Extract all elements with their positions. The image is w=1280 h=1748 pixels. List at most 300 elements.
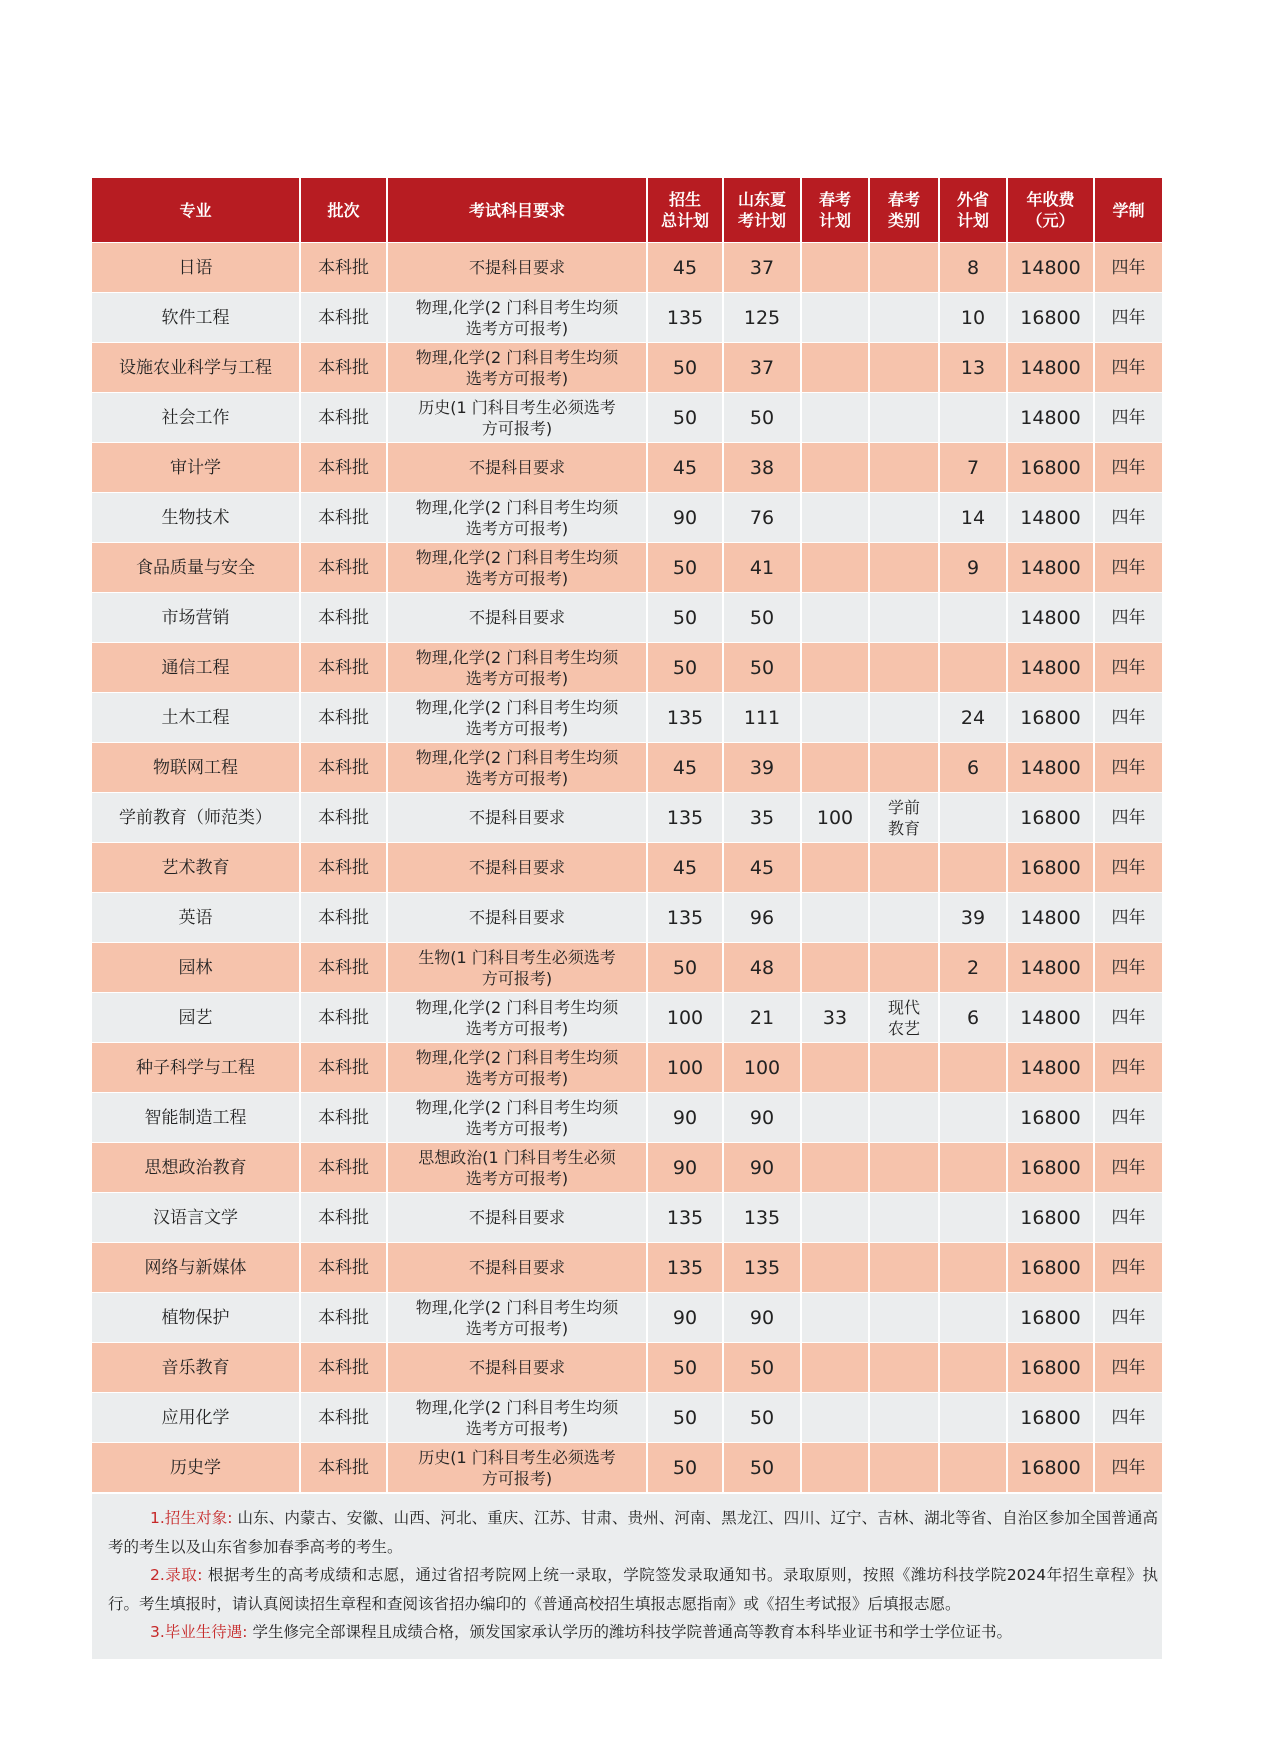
spring-plan-cell xyxy=(801,443,869,493)
other-province-cell xyxy=(939,593,1007,643)
batch-cell: 本科批 xyxy=(300,843,387,893)
header-row xyxy=(92,178,1162,243)
subject-cell xyxy=(387,443,647,493)
duration-cell: 四年 xyxy=(1094,793,1162,843)
shandong-summer-cell: 96 xyxy=(723,893,801,943)
other-province-cell: 39 xyxy=(939,893,1007,943)
subject-cell xyxy=(387,1143,647,1193)
spring-plan-cell xyxy=(801,293,869,343)
spring-plan-cell: 100 xyxy=(801,793,869,843)
spring-plan-cell xyxy=(801,743,869,793)
subject-cell-line: 选考方可报考) xyxy=(465,518,569,538)
total-plan-cell: 135 xyxy=(647,893,723,943)
header-line: 专业 xyxy=(179,200,212,220)
batch-cell: 本科批 xyxy=(300,443,387,493)
subject-cell-line: 生物(1 门科目考生必须选考 xyxy=(418,947,616,967)
batch-cell: 本科批 xyxy=(300,1093,387,1143)
subject-cell-line: 物理,化学(2 门科目考生均须 xyxy=(415,1297,619,1317)
batch-cell: 本科批 xyxy=(300,1143,387,1193)
fee-cell: 14800 xyxy=(1007,1043,1094,1093)
duration-cell: 四年 xyxy=(1094,1243,1162,1293)
subject-cell xyxy=(387,943,647,993)
fee-cell: 16800 xyxy=(1007,1293,1094,1343)
table-row xyxy=(92,743,1162,793)
spring-category-cell xyxy=(869,793,939,843)
total-plan-cell: 90 xyxy=(647,1093,723,1143)
spring-category-cell-line: 现代 xyxy=(887,997,920,1017)
spring-category-cell xyxy=(869,1243,939,1293)
fee-cell: 14800 xyxy=(1007,343,1094,393)
total-plan-cell: 45 xyxy=(647,743,723,793)
duration-cell: 四年 xyxy=(1094,1143,1162,1193)
total-plan-cell: 50 xyxy=(647,393,723,443)
major-cell: 设施农业科学与工程 xyxy=(92,343,300,393)
header-line: 山东夏 xyxy=(737,190,786,209)
header-line: 总计划 xyxy=(660,211,709,230)
major-cell: 土木工程 xyxy=(92,693,300,743)
duration-cell: 四年 xyxy=(1094,593,1162,643)
spring-plan-cell xyxy=(801,243,869,293)
duration-cell: 四年 xyxy=(1094,243,1162,293)
shandong-summer-cell: 90 xyxy=(723,1293,801,1343)
batch-cell: 本科批 xyxy=(300,1043,387,1093)
header-line: 春考 xyxy=(887,190,920,209)
fee-cell: 16800 xyxy=(1007,1093,1094,1143)
subject-cell-line: 不提科目要求 xyxy=(468,1358,565,1377)
other-province-cell xyxy=(939,1243,1007,1293)
subject-cell-line: 物理,化学(2 门科目考生均须 xyxy=(415,1097,619,1117)
shandong-summer-cell: 125 xyxy=(723,293,801,343)
major-cell: 应用化学 xyxy=(92,1393,300,1443)
total-plan-cell: 50 xyxy=(647,643,723,693)
total-plan-cell: 50 xyxy=(647,343,723,393)
admission-plan-page xyxy=(92,178,1162,1659)
subject-cell-line: 物理,化学(2 门科目考生均须 xyxy=(415,497,619,517)
subject-cell-line: 不提科目要求 xyxy=(468,1208,565,1227)
subject-cell-line: 物理,化学(2 门科目考生均须 xyxy=(415,297,619,317)
subject-cell-line: 不提科目要求 xyxy=(468,858,565,877)
subject-cell-line: 选考方可报考) xyxy=(465,718,569,738)
total-plan-cell: 50 xyxy=(647,943,723,993)
subject-cell xyxy=(387,1043,647,1093)
other-province-cell: 7 xyxy=(939,443,1007,493)
fee-cell: 16800 xyxy=(1007,793,1094,843)
subject-cell-line: 选考方可报考) xyxy=(465,568,569,588)
header-total-plan xyxy=(647,178,723,243)
major-cell: 艺术教育 xyxy=(92,843,300,893)
fee-cell: 14800 xyxy=(1007,893,1094,943)
subject-cell xyxy=(387,543,647,593)
spring-category-cell xyxy=(869,1043,939,1093)
header-batch xyxy=(300,178,387,243)
spring-plan-cell xyxy=(801,843,869,893)
header-line: 类别 xyxy=(887,211,920,230)
total-plan-cell: 50 xyxy=(647,543,723,593)
other-province-cell: 8 xyxy=(939,243,1007,293)
major-cell: 学前教育（师范类） xyxy=(92,793,300,843)
total-plan-cell: 135 xyxy=(647,693,723,743)
spring-plan-cell xyxy=(801,1293,869,1343)
fee-cell: 14800 xyxy=(1007,243,1094,293)
total-plan-cell: 135 xyxy=(647,293,723,343)
admission-plan-table xyxy=(92,178,1162,1492)
spring-category-cell xyxy=(869,1143,939,1193)
other-province-cell: 14 xyxy=(939,493,1007,543)
table-row xyxy=(92,843,1162,893)
table-row xyxy=(92,993,1162,1043)
header-subject-requirement xyxy=(387,178,647,243)
spring-category-cell-line: 学前 xyxy=(887,797,920,817)
other-province-cell xyxy=(939,1143,1007,1193)
batch-cell: 本科批 xyxy=(300,1193,387,1243)
header-spring-category xyxy=(869,178,939,243)
subject-cell xyxy=(387,843,647,893)
batch-cell: 本科批 xyxy=(300,493,387,543)
spring-category-cell xyxy=(869,443,939,493)
shandong-summer-cell: 50 xyxy=(723,643,801,693)
header-line: 年收费 xyxy=(1026,190,1075,209)
fee-cell: 16800 xyxy=(1007,1193,1094,1243)
duration-cell: 四年 xyxy=(1094,1193,1162,1243)
shandong-summer-cell: 38 xyxy=(723,443,801,493)
shandong-summer-cell: 111 xyxy=(723,693,801,743)
major-cell: 英语 xyxy=(92,893,300,943)
note-label: 2.录取: xyxy=(150,1566,203,1584)
subject-cell-line: 物理,化学(2 门科目考生均须 xyxy=(415,1047,619,1067)
spring-plan-cell: 33 xyxy=(801,993,869,1043)
shandong-summer-cell: 41 xyxy=(723,543,801,593)
shandong-summer-cell: 50 xyxy=(723,1393,801,1443)
subject-cell-line: 历史(1 门科目考生必须选考 xyxy=(418,397,616,417)
table-row xyxy=(92,893,1162,943)
shandong-summer-cell: 48 xyxy=(723,943,801,993)
fee-cell: 14800 xyxy=(1007,393,1094,443)
duration-cell: 四年 xyxy=(1094,893,1162,943)
major-cell: 汉语言文学 xyxy=(92,1193,300,1243)
subject-cell-line: 物理,化学(2 门科目考生均须 xyxy=(415,647,619,667)
spring-plan-cell xyxy=(801,543,869,593)
subject-cell-line: 选考方可报考) xyxy=(465,1168,569,1188)
spring-category-cell xyxy=(869,1393,939,1443)
table-row xyxy=(92,543,1162,593)
header-duration xyxy=(1094,178,1162,243)
major-cell: 物联网工程 xyxy=(92,743,300,793)
shandong-summer-cell: 50 xyxy=(723,1343,801,1393)
subject-cell-line: 物理,化学(2 门科目考生均须 xyxy=(415,347,619,367)
spring-plan-cell xyxy=(801,1343,869,1393)
batch-cell: 本科批 xyxy=(300,543,387,593)
batch-cell: 本科批 xyxy=(300,643,387,693)
subject-cell xyxy=(387,1393,647,1443)
spring-plan-cell xyxy=(801,943,869,993)
batch-cell: 本科批 xyxy=(300,1343,387,1393)
shandong-summer-cell: 76 xyxy=(723,493,801,543)
major-cell: 植物保护 xyxy=(92,1293,300,1343)
duration-cell: 四年 xyxy=(1094,1093,1162,1143)
note-paragraph xyxy=(108,1618,1158,1647)
subject-cell-line: 选考方可报考) xyxy=(465,1068,569,1088)
shandong-summer-cell: 90 xyxy=(723,1093,801,1143)
total-plan-cell: 50 xyxy=(647,1393,723,1443)
batch-cell: 本科批 xyxy=(300,743,387,793)
other-province-cell: 9 xyxy=(939,543,1007,593)
table-header xyxy=(92,178,1162,243)
fee-cell: 16800 xyxy=(1007,843,1094,893)
fee-cell: 16800 xyxy=(1007,1343,1094,1393)
subject-cell-line: 选考方可报考) xyxy=(465,368,569,388)
table-row xyxy=(92,493,1162,543)
spring-category-cell xyxy=(869,1193,939,1243)
spring-category-cell xyxy=(869,1093,939,1143)
shandong-summer-cell: 21 xyxy=(723,993,801,1043)
total-plan-cell: 90 xyxy=(647,1143,723,1193)
fee-cell: 14800 xyxy=(1007,543,1094,593)
spring-plan-cell xyxy=(801,1043,869,1093)
subject-cell xyxy=(387,293,647,343)
major-cell: 审计学 xyxy=(92,443,300,493)
fee-cell: 16800 xyxy=(1007,1143,1094,1193)
table-row xyxy=(92,1043,1162,1093)
subject-cell-line: 不提科目要求 xyxy=(468,458,565,477)
shandong-summer-cell: 135 xyxy=(723,1193,801,1243)
shandong-summer-cell: 37 xyxy=(723,343,801,393)
header-line: （元） xyxy=(1026,211,1075,230)
total-plan-cell: 135 xyxy=(647,1193,723,1243)
spring-category-cell xyxy=(869,593,939,643)
table-row xyxy=(92,343,1162,393)
total-plan-cell: 50 xyxy=(647,1343,723,1393)
total-plan-cell: 90 xyxy=(647,1293,723,1343)
table-row xyxy=(92,643,1162,693)
total-plan-cell: 45 xyxy=(647,843,723,893)
subject-cell xyxy=(387,1193,647,1243)
notes-section xyxy=(92,1494,1162,1659)
shandong-summer-cell: 39 xyxy=(723,743,801,793)
duration-cell: 四年 xyxy=(1094,1393,1162,1443)
other-province-cell xyxy=(939,1343,1007,1393)
table-row xyxy=(92,293,1162,343)
note-paragraph xyxy=(108,1561,1158,1618)
subject-cell xyxy=(387,693,647,743)
other-province-cell xyxy=(939,1443,1007,1493)
table-row xyxy=(92,1343,1162,1393)
subject-cell xyxy=(387,493,647,543)
major-cell: 食品质量与安全 xyxy=(92,543,300,593)
header-line: 计划 xyxy=(956,211,989,230)
major-cell: 日语 xyxy=(92,243,300,293)
other-province-cell xyxy=(939,1093,1007,1143)
major-cell: 社会工作 xyxy=(92,393,300,443)
subject-cell-line: 物理,化学(2 门科目考生均须 xyxy=(415,747,619,767)
spring-category-cell xyxy=(869,1343,939,1393)
batch-cell: 本科批 xyxy=(300,1443,387,1493)
other-province-cell xyxy=(939,793,1007,843)
duration-cell: 四年 xyxy=(1094,643,1162,693)
fee-cell: 16800 xyxy=(1007,693,1094,743)
table-row xyxy=(92,943,1162,993)
spring-category-cell xyxy=(869,243,939,293)
header-shandong-summer-plan xyxy=(723,178,801,243)
duration-cell: 四年 xyxy=(1094,1443,1162,1493)
subject-cell-line: 选考方可报考) xyxy=(465,768,569,788)
header-major xyxy=(92,178,300,243)
subject-cell-line: 不提科目要求 xyxy=(468,258,565,277)
other-province-cell: 6 xyxy=(939,993,1007,1043)
batch-cell: 本科批 xyxy=(300,1243,387,1293)
duration-cell: 四年 xyxy=(1094,1343,1162,1393)
spring-category-cell xyxy=(869,1293,939,1343)
subject-cell xyxy=(387,343,647,393)
major-cell: 思想政治教育 xyxy=(92,1143,300,1193)
spring-plan-cell xyxy=(801,343,869,393)
total-plan-cell: 100 xyxy=(647,993,723,1043)
fee-cell: 14800 xyxy=(1007,643,1094,693)
subject-cell-line: 物理,化学(2 门科目考生均须 xyxy=(415,697,619,717)
spring-category-cell xyxy=(869,743,939,793)
fee-cell: 14800 xyxy=(1007,593,1094,643)
batch-cell: 本科批 xyxy=(300,993,387,1043)
major-cell: 智能制造工程 xyxy=(92,1093,300,1143)
major-cell: 生物技术 xyxy=(92,493,300,543)
duration-cell: 四年 xyxy=(1094,943,1162,993)
total-plan-cell: 135 xyxy=(647,1243,723,1293)
duration-cell: 四年 xyxy=(1094,493,1162,543)
table-row xyxy=(92,1443,1162,1493)
duration-cell: 四年 xyxy=(1094,343,1162,393)
spring-category-cell xyxy=(869,1443,939,1493)
other-province-cell: 13 xyxy=(939,343,1007,393)
batch-cell: 本科批 xyxy=(300,293,387,343)
fee-cell: 16800 xyxy=(1007,1393,1094,1443)
note-text: 山东、内蒙古、安徽、山西、河北、重庆、江苏、甘肃、贵州、河南、黑龙江、四川、辽宁、吉林、湖北等省、自治区参加全国普通高考的考生以及山东省参加春季高考的考生。 xyxy=(108,1509,1158,1556)
shandong-summer-cell: 37 xyxy=(723,243,801,293)
spring-category-cell xyxy=(869,943,939,993)
table-row xyxy=(92,1093,1162,1143)
major-cell: 软件工程 xyxy=(92,293,300,343)
duration-cell: 四年 xyxy=(1094,393,1162,443)
header-line: 外省 xyxy=(956,190,989,209)
fee-cell: 16800 xyxy=(1007,1443,1094,1493)
spring-plan-cell xyxy=(801,893,869,943)
duration-cell: 四年 xyxy=(1094,1293,1162,1343)
table-row xyxy=(92,793,1162,843)
batch-cell: 本科批 xyxy=(300,1393,387,1443)
subject-cell-line: 不提科目要求 xyxy=(468,808,565,827)
fee-cell: 14800 xyxy=(1007,943,1094,993)
shandong-summer-cell: 90 xyxy=(723,1143,801,1193)
other-province-cell xyxy=(939,843,1007,893)
subject-cell xyxy=(387,593,647,643)
other-province-cell xyxy=(939,1393,1007,1443)
subject-cell xyxy=(387,1243,647,1293)
note-text: 根据考生的高考成绩和志愿，通过省招考院网上统一录取，学院签发录取通知书。录取原则，按照《潍坊科技学院2024年招生章程》执行。考生填报时，请认真阅读招生章程和查阅该省招办编印的《普通高校招生填报志愿指南》或《招生考试报》后填报志愿。 xyxy=(108,1566,1158,1613)
spring-category-cell-line: 农艺 xyxy=(887,1018,920,1038)
other-province-cell xyxy=(939,393,1007,443)
spring-plan-cell xyxy=(801,643,869,693)
other-province-cell: 10 xyxy=(939,293,1007,343)
subject-cell-line: 选考方可报考) xyxy=(465,318,569,338)
major-cell: 历史学 xyxy=(92,1443,300,1493)
subject-cell-line: 方可报考) xyxy=(481,418,553,438)
note-label: 3.毕业生待遇: xyxy=(150,1623,248,1641)
header-line: 考计划 xyxy=(737,211,786,230)
batch-cell: 本科批 xyxy=(300,593,387,643)
subject-cell xyxy=(387,793,647,843)
header-line: 批次 xyxy=(327,200,360,220)
subject-cell xyxy=(387,743,647,793)
table-body xyxy=(92,243,1162,1493)
spring-category-cell-line: 教育 xyxy=(887,818,920,838)
subject-cell-line: 选考方可报考) xyxy=(465,1418,569,1438)
spring-plan-cell xyxy=(801,493,869,543)
total-plan-cell: 100 xyxy=(647,1043,723,1093)
subject-cell xyxy=(387,1293,647,1343)
header-spring-plan xyxy=(801,178,869,243)
shandong-summer-cell: 50 xyxy=(723,1443,801,1493)
spring-plan-cell xyxy=(801,1143,869,1193)
note-label: 1.招生对象: xyxy=(150,1509,233,1527)
duration-cell: 四年 xyxy=(1094,693,1162,743)
batch-cell: 本科批 xyxy=(300,393,387,443)
subject-cell-line: 选考方可报考) xyxy=(465,1118,569,1138)
table-row xyxy=(92,1243,1162,1293)
subject-cell-line: 不提科目要求 xyxy=(468,1258,565,1277)
header-annual-fee xyxy=(1007,178,1094,243)
subject-cell-line: 方可报考) xyxy=(481,1468,553,1488)
duration-cell: 四年 xyxy=(1094,543,1162,593)
header-other-province-plan xyxy=(939,178,1007,243)
spring-category-cell xyxy=(869,643,939,693)
major-cell: 通信工程 xyxy=(92,643,300,693)
subject-cell-line: 方可报考) xyxy=(481,968,553,988)
table-row xyxy=(92,593,1162,643)
spring-plan-cell xyxy=(801,1443,869,1493)
duration-cell: 四年 xyxy=(1094,443,1162,493)
major-cell: 园林 xyxy=(92,943,300,993)
table-row xyxy=(92,1193,1162,1243)
subject-cell xyxy=(387,643,647,693)
major-cell: 种子科学与工程 xyxy=(92,1043,300,1093)
fee-cell: 16800 xyxy=(1007,443,1094,493)
spring-plan-cell xyxy=(801,693,869,743)
total-plan-cell: 90 xyxy=(647,493,723,543)
shandong-summer-cell: 135 xyxy=(723,1243,801,1293)
note-text: 学生修完全部课程且成绩合格，颁发国家承认学历的潍坊科技学院普通高等教育本科毕业证书和学士学位证书。 xyxy=(247,1623,1012,1641)
other-province-cell: 24 xyxy=(939,693,1007,743)
other-province-cell xyxy=(939,1293,1007,1343)
batch-cell: 本科批 xyxy=(300,893,387,943)
other-province-cell xyxy=(939,1043,1007,1093)
fee-cell: 14800 xyxy=(1007,493,1094,543)
shandong-summer-cell: 45 xyxy=(723,843,801,893)
spring-plan-cell xyxy=(801,1193,869,1243)
table-row xyxy=(92,443,1162,493)
total-plan-cell: 50 xyxy=(647,1443,723,1493)
batch-cell: 本科批 xyxy=(300,693,387,743)
duration-cell: 四年 xyxy=(1094,743,1162,793)
subject-cell xyxy=(387,1443,647,1493)
subject-cell-line: 不提科目要求 xyxy=(468,908,565,927)
spring-category-cell xyxy=(869,893,939,943)
subject-cell-line: 思想政治(1 门科目考生必须 xyxy=(418,1147,616,1167)
subject-cell xyxy=(387,893,647,943)
spring-plan-cell xyxy=(801,593,869,643)
subject-cell xyxy=(387,993,647,1043)
batch-cell: 本科批 xyxy=(300,793,387,843)
table-row xyxy=(92,1393,1162,1443)
other-province-cell: 6 xyxy=(939,743,1007,793)
major-cell: 园艺 xyxy=(92,993,300,1043)
